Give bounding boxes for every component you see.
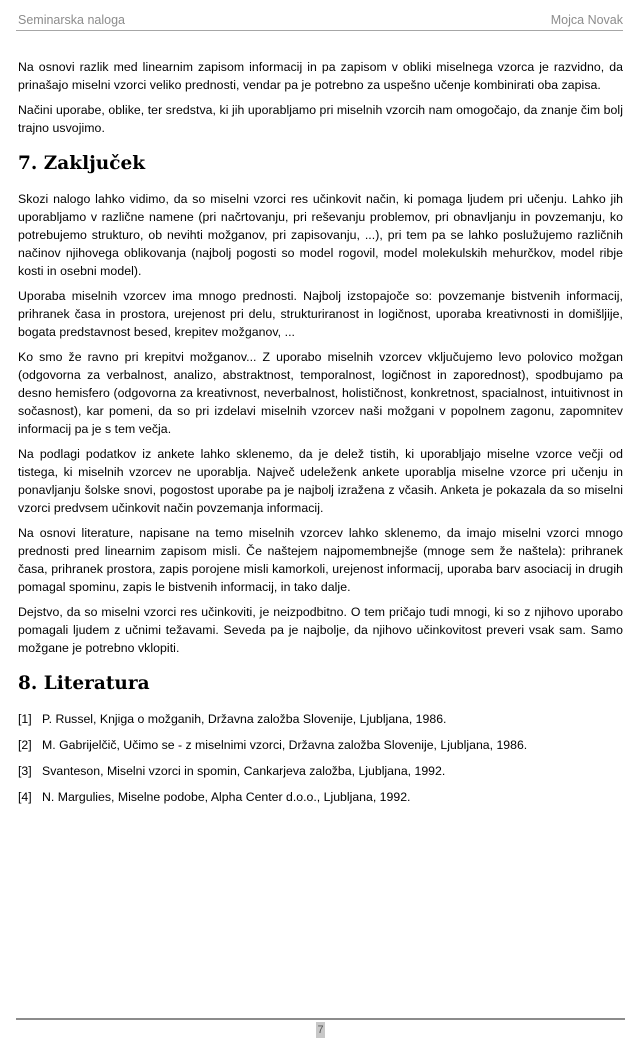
reference-item — [18, 736, 623, 754]
conclusion-heading: 7. Zaključek — [18, 153, 146, 174]
conclusion-paragraph: Uporaba miselnih vzorcev ima mnogo prednosti. Najbolj izstopajoče so: povzemanje bistvenih informacij, prihranek časa in prostora, urejenost pri delu, strukturiranost in logičnost, uporaba kreativnosti in domišljije, bogata predstavnost besed, krepitev možganov, ... — [18, 289, 623, 339]
reference-text: M. Gabrijelčič, Učimo se - z miselnimi vzorci, Državna založba Slovenije, Ljubljana, 1986. — [42, 738, 528, 752]
conclusion-paragraph: Dejstvo, da so miselni vzorci res učinkoviti, je neizpodbitno. O tem pričajo tudi mnogi, ki so z njihovo uporabo pomagali ljudem z učnimi težavami. Seveda pa je najbolje, da njihovo učinkovitost preveri vsak sam. Samo možgane je potrebno vklopiti. — [18, 605, 623, 655]
reference-text: P. Russel, Knjiga o možganih, Državna založba Slovenije, Ljubljana, 1986. — [42, 712, 447, 726]
reference-list — [18, 710, 623, 806]
reference-item — [18, 788, 623, 806]
reference-number: [2] — [18, 738, 32, 752]
footer-divider — [16, 1018, 625, 1020]
literature-heading: 8. Literatura — [18, 673, 150, 694]
header-author: Mojca Novak — [550, 13, 623, 27]
conclusion-paragraph: Ko smo že ravno pri krepitvi možganov... Z uporabo miselnih vzorcev vključujemo levo polovico možgan (odgovorna za verbalnost, analizo, abstraktnost, temporalnost, logičnost in zaporednost), spodbujamo pa desno hemisfero (odgovorna za kreativnost, neverbalnost, holističnost, konkretnost, spacialnost, intuitivnost in sočasnost), kar pomeni, da so pri izdelavi miselnih vzorcev naši možgani v popolnem zagonu, zapomnitev informacij pa je s tem večja. — [18, 350, 623, 436]
page-header — [16, 12, 623, 31]
conclusion-paragraph: Skozi nalogo lahko vidimo, da so miselni vzorci res učinkovit način, ki pomaga ljudem pri učenju. Lahko jih uporabljamo v različne namene (pri načrtovanju, pri reševanju problemov, pri obnavljanju in povzemanju, ko potrebujemo strukturo, ob nevihti možganov, pri zapisovanju, ...), pri tem pa se lahko poslužujemo različnih načinov njihovega oblikovanja (najbolj pogosti so model rogovil, model molekulskih mehurčkov, model ribje kosti in osebni model). — [18, 192, 623, 278]
reference-item — [18, 762, 623, 780]
reference-item — [18, 710, 623, 728]
reference-number: [1] — [18, 712, 32, 726]
intro-paragraph: Načini uporabe, oblike, ter sredstva, ki jih uporabljamo pri miselnih vzorcih nam omogočajo, da znanje čim bolj trajno usvojimo. — [18, 103, 623, 135]
conclusion-paragraph: Na osnovi literature, napisane na temo miselnih vzorcev lahko sklenemo, da imajo miselni vzorci mnogo prednosti pred linearnim zapisom misli. Če naštejem najpomembnejše (mnoge sem že naštela): prihranek časa, prihranek prostora, zapis porojene misli kamorkoli, urejenost informacij, uporaba barv asociacij in drugih pomagal spominu, zapis le bistvenih informacij, in tako dalje. — [18, 526, 623, 594]
reference-text: N. Margulies, Miselne podobe, Alpha Center d.o.o., Ljubljana, 1992. — [42, 790, 411, 804]
reference-number: [3] — [18, 764, 32, 778]
reference-number: [4] — [18, 790, 32, 804]
conclusion-paragraph: Na podlagi podatkov iz ankete lahko sklenemo, da je delež tistih, ki uporabljajo miselne vzorce večji od tistega, ki miselnih vzorcev ne uporablja. Največ udeleženk ankete uporablja miselne vzorce pri učenju in ponavljanju šolske snovi, pogostost uporabe pa je najbolj izražena z včasih. Anketa je pokazala da so miselni vzorci predvsem učinkovit način povzemanja informacij. — [18, 447, 623, 515]
page-content — [18, 58, 623, 814]
intro-paragraph: Na osnovi razlik med linearnim zapisom informacij in pa zapisom v obliki miselnega vzorca je razvidno, da prinašajo miselni vzorci veliko prednosti, vendar pa je potrebno za uspešno učenje kombinirati oba zapisa. — [18, 60, 623, 92]
page-number: 7 — [317, 1024, 324, 1036]
reference-text: Svanteson, Miselni vzorci in spomin, Cankarjeva založba, Ljubljana, 1992. — [42, 764, 446, 778]
header-title: Seminarska naloga — [18, 13, 126, 27]
